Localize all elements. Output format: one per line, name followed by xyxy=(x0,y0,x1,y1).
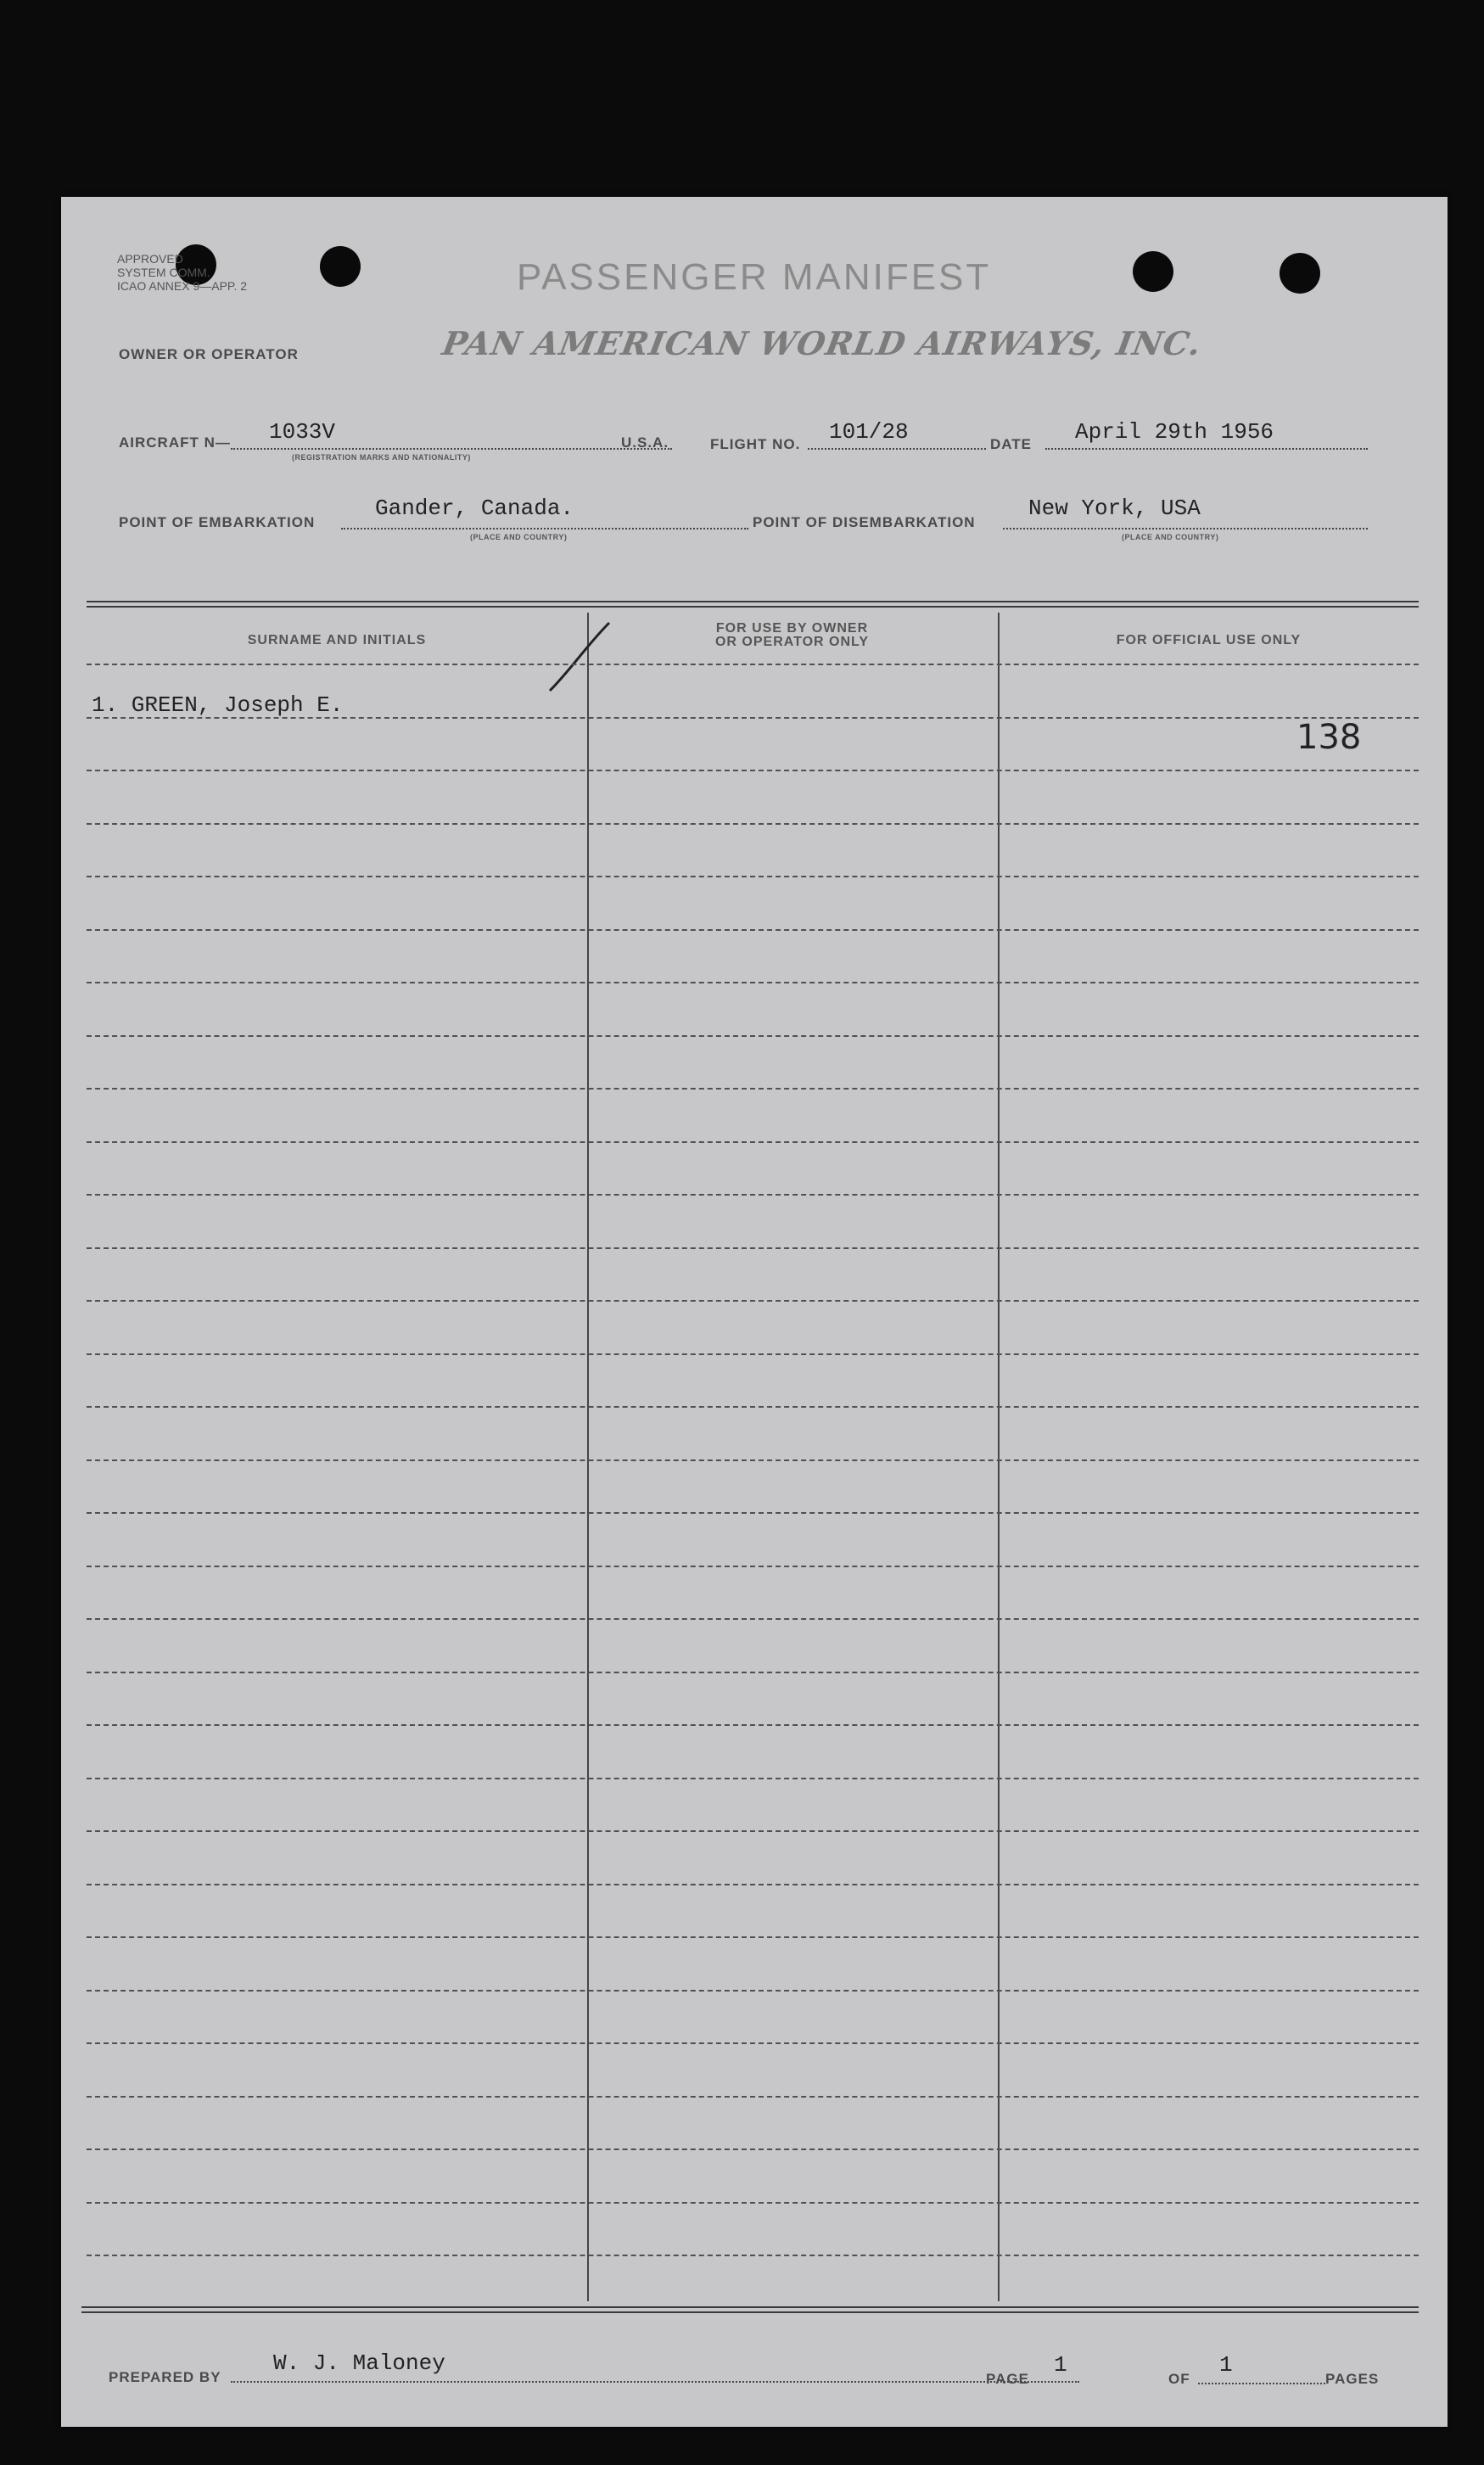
row-rule xyxy=(87,1884,1419,1885)
usa-label: U.S.A. xyxy=(621,434,669,451)
row-rule xyxy=(87,1194,1419,1196)
official-mark: 138 xyxy=(1296,718,1362,757)
approval-line-1: APPROVED xyxy=(117,252,183,266)
embark-value: Gander, Canada. xyxy=(375,496,574,521)
column-header-surname: SURNAME AND INITIALS xyxy=(247,633,427,647)
embark-note: (PLACE AND COUNTRY) xyxy=(470,533,568,541)
page-title: PASSENGER MANIFEST xyxy=(517,256,992,298)
table-top-rule xyxy=(87,601,1419,602)
row-rule xyxy=(87,1566,1419,1567)
row-rule xyxy=(87,1672,1419,1673)
row-rule xyxy=(87,2096,1419,2098)
row-rule xyxy=(87,1512,1419,1514)
prepared-line xyxy=(231,2381,1079,2383)
row-rule xyxy=(87,1406,1419,1408)
table-bottom-rule-2 xyxy=(81,2311,1419,2313)
aircraft-note: (REGISTRATION MARKS AND NATIONALITY) xyxy=(292,453,471,462)
row-rule xyxy=(87,1724,1419,1726)
approval-line-3: ICAO ANNEX 9—APP. 2 xyxy=(117,279,248,293)
flight-value: 101/28 xyxy=(829,419,909,445)
aircraft-line xyxy=(231,448,672,450)
column-header-owner-line1: FOR USE BY OWNER xyxy=(715,621,869,636)
of-line xyxy=(1198,2383,1325,2384)
row-rule xyxy=(87,717,1419,719)
date-value: April 29th 1956 xyxy=(1075,419,1274,445)
page-label: PAGE xyxy=(986,2371,1029,2387)
column-divider-1 xyxy=(587,613,589,2301)
punch-hole xyxy=(320,246,361,287)
approval-line-2: SYSTEM COMM. xyxy=(117,266,210,279)
row-rule xyxy=(87,823,1419,825)
column-header-official: FOR OFFICIAL USE ONLY xyxy=(1116,633,1302,647)
row-rule xyxy=(87,1459,1419,1461)
column-header-owner-line2: OR OPERATOR ONLY xyxy=(714,635,870,649)
row-rule xyxy=(87,1990,1419,1992)
column-divider-2 xyxy=(998,613,1000,2301)
row-rule xyxy=(87,876,1419,877)
pages-label: PAGES xyxy=(1325,2371,1380,2387)
check-mark-icon xyxy=(545,619,613,696)
date-label: DATE xyxy=(990,436,1033,452)
row-rule xyxy=(87,1141,1419,1143)
row-rule xyxy=(87,1778,1419,1779)
row-rule xyxy=(87,2202,1419,2204)
page-value: 1 xyxy=(1054,2352,1067,2378)
punch-hole xyxy=(1280,253,1320,294)
row-rule xyxy=(87,2042,1419,2044)
row-rule xyxy=(87,1936,1419,1938)
flight-label: FLIGHT NO. xyxy=(710,436,801,452)
of-value: 1 xyxy=(1219,2352,1233,2378)
punch-hole xyxy=(1133,251,1173,292)
aircraft-label: AIRCRAFT N— xyxy=(119,434,231,451)
of-label: OF xyxy=(1168,2371,1190,2387)
airline-name: PAN AMERICAN WORLD AIRWAYS, INC. xyxy=(440,324,1205,362)
prepared-value: W. J. Maloney xyxy=(273,2350,445,2376)
row-rule xyxy=(87,1247,1419,1249)
passenger-name: 1. GREEN, Joseph E. xyxy=(92,692,344,718)
row-rule xyxy=(87,1300,1419,1302)
date-line xyxy=(1045,448,1368,450)
row-rule xyxy=(87,1353,1419,1355)
row-rule xyxy=(87,1088,1419,1090)
row-rule xyxy=(87,1618,1419,1620)
flight-line xyxy=(808,448,986,450)
row-rule xyxy=(87,1035,1419,1037)
table-top-rule-2 xyxy=(87,606,1419,608)
embark-line xyxy=(341,528,748,529)
disembark-note: (PLACE AND COUNTRY) xyxy=(1122,533,1219,541)
manifest-sheet xyxy=(61,197,1448,2427)
row-rule xyxy=(87,1830,1419,1832)
row-rule xyxy=(87,2148,1419,2150)
row-rule xyxy=(87,770,1419,771)
table-bottom-rule xyxy=(81,2306,1419,2308)
aircraft-value: 1033V xyxy=(269,419,336,445)
prepared-label: PREPARED BY xyxy=(109,2369,221,2385)
row-rule xyxy=(87,982,1419,983)
disembark-label: POINT OF DISEMBARKATION xyxy=(753,514,976,530)
row-rule xyxy=(87,2255,1419,2256)
owner-label: OWNER OR OPERATOR xyxy=(119,346,299,362)
row-rule xyxy=(87,664,1419,665)
row-rule xyxy=(87,929,1419,931)
disembark-line xyxy=(1003,528,1368,529)
disembark-value: New York, USA xyxy=(1028,496,1201,521)
embark-label: POINT OF EMBARKATION xyxy=(119,514,316,530)
